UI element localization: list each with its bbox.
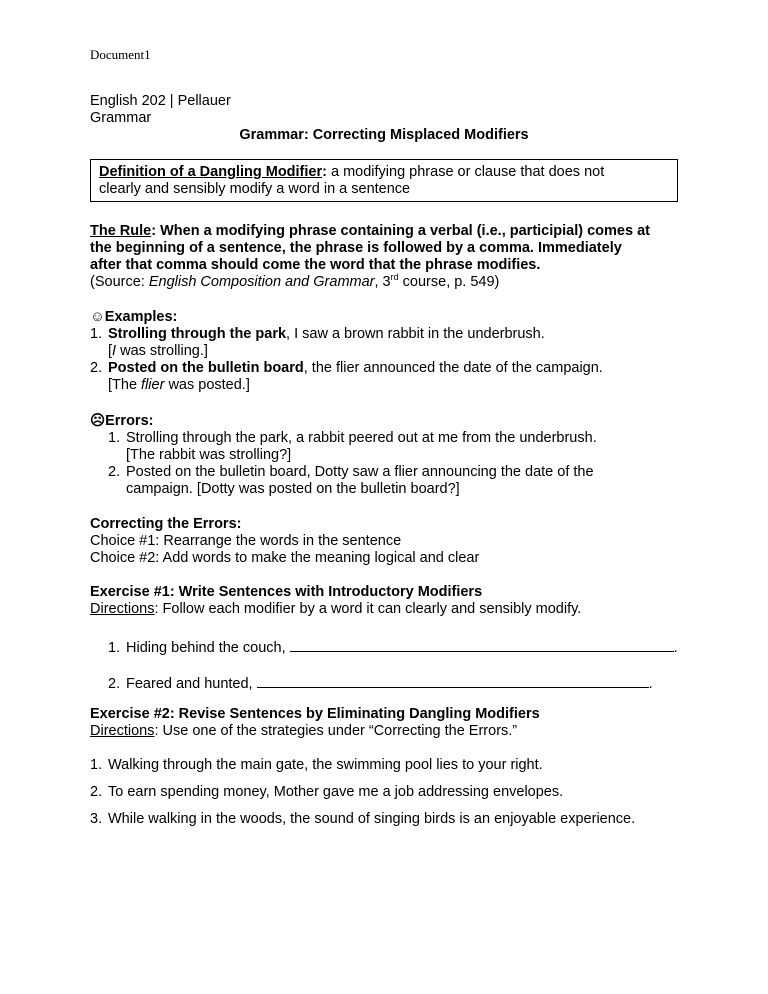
example-item: 1. Strolling through the park, I saw a brown rabbit in the underbrush. bbox=[90, 326, 545, 342]
error-note: [The rabbit was strolling?] bbox=[126, 447, 292, 463]
examples-heading: ☺Examples: bbox=[90, 309, 178, 325]
example-item: 2. Posted on the bulletin board, the flier announced the date of the campaign. bbox=[90, 360, 603, 376]
definition-line-1: Definition of a Dangling Modifier: a modifying phrase or clause that does not bbox=[99, 164, 605, 180]
definition-line-2: clearly and sensibly modify a word in a sentence bbox=[99, 181, 411, 197]
document-header: Document1 bbox=[90, 47, 151, 62]
choice-2: Choice #2: Add words to make the meaning logical and clear bbox=[90, 550, 480, 566]
rule-line-2: the beginning of a sentence, the phrase is followed by a comma. Immediately bbox=[90, 240, 622, 256]
answer-blank[interactable] bbox=[257, 674, 649, 688]
rule-label: The Rule bbox=[90, 223, 152, 239]
rule-line-1: The Rule: When a modifying phrase containing a verbal (i.e., participial) comes at bbox=[90, 223, 650, 239]
rule-section bbox=[90, 223, 730, 291]
rule-line-3: after that comma should come the word that the phrase modifies. bbox=[90, 257, 541, 273]
exercise-2-heading: Exercise #2: Revise Sentences by Eliminating Dangling Modifiers bbox=[90, 706, 540, 722]
exercise-1-item: 1. Hiding behind the couch, . bbox=[108, 640, 678, 656]
definition-term: Definition of a Dangling Modifier bbox=[99, 164, 323, 180]
examples-section bbox=[90, 309, 730, 394]
exercise-1-item: 2. Feared and hunted, . bbox=[108, 676, 653, 692]
page-title: Grammar: Correcting Misplaced Modifiers bbox=[239, 127, 529, 143]
errors-section bbox=[90, 413, 730, 498]
example-note: [I was strolling.] bbox=[108, 343, 208, 359]
exercise-2-section bbox=[90, 706, 730, 740]
error-note: campaign. [Dotty was posted on the bulletin board?] bbox=[126, 481, 460, 497]
exercise-2-item: 1. Walking through the main gate, the swimming pool lies to your right. bbox=[90, 757, 543, 773]
definition-box bbox=[90, 159, 678, 202]
exercise-1-heading: Exercise #1: Write Sentences with Introductory Modifiers bbox=[90, 584, 483, 600]
subject-line: Grammar bbox=[90, 110, 152, 126]
example-note: [The flier was posted.] bbox=[108, 377, 250, 393]
choice-1: Choice #1: Rearrange the words in the sentence bbox=[90, 533, 402, 549]
exercise-1-section bbox=[90, 584, 730, 618]
exercise-2-item: 3. While walking in the woods, the sound of singing birds is an enjoyable experience. bbox=[90, 811, 636, 827]
errors-heading: ☹Errors: bbox=[90, 413, 154, 429]
error-item: 2. Posted on the bulletin board, Dotty saw a flier announcing the date of the bbox=[108, 464, 594, 480]
error-item: 1. Strolling through the park, a rabbit peered out at me from the underbrush. bbox=[108, 430, 597, 446]
rule-source: (Source: English Composition and Grammar, 3rd course, p. 549) bbox=[90, 272, 500, 290]
exercise-2-directions: Directions: Use one of the strategies under “Correcting the Errors.” bbox=[90, 723, 518, 739]
course-line: English 202 | Pellauer bbox=[90, 93, 231, 109]
exercise-1-directions: Directions: Follow each modifier by a word it can clearly and sensibly modify. bbox=[90, 601, 582, 617]
answer-blank[interactable] bbox=[290, 638, 674, 652]
exercise-2-item: 2. To earn spending money, Mother gave me a job addressing envelopes. bbox=[90, 784, 564, 800]
correcting-section bbox=[90, 516, 730, 567]
correcting-heading: Correcting the Errors: bbox=[90, 516, 242, 532]
